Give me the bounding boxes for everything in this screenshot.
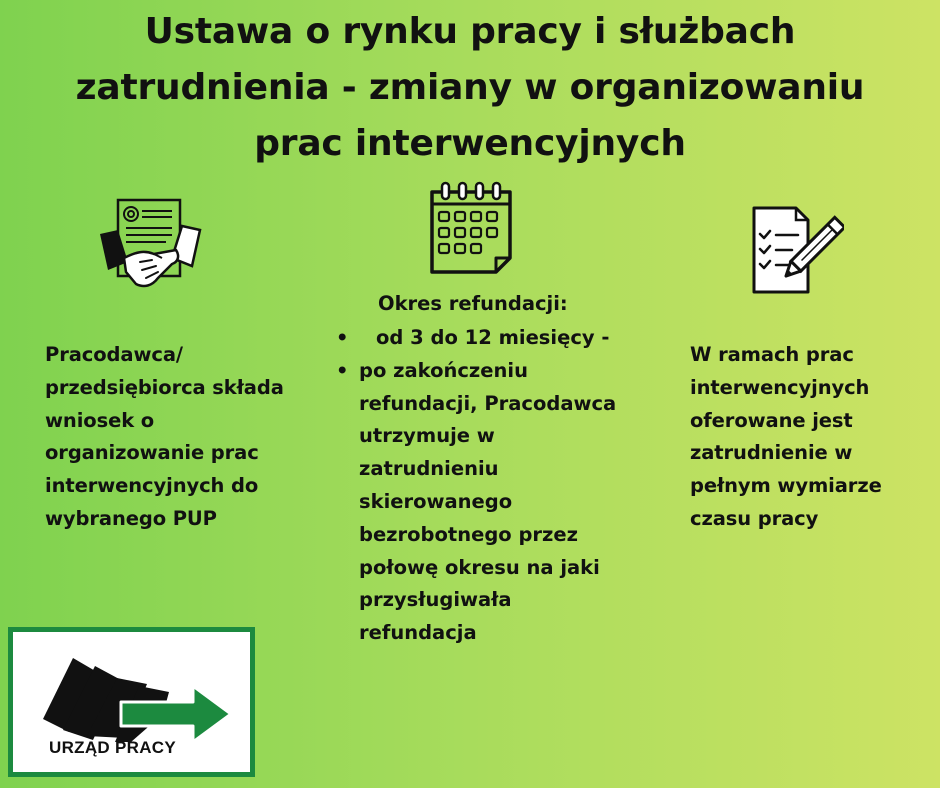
list-item-line: utrzymuje w bbox=[359, 424, 495, 448]
title-line-1: Ustawa o rynku pracy i służbach bbox=[144, 11, 796, 52]
logo-label: URZĄD PRACY bbox=[49, 738, 177, 757]
left-line-2: przedsiębiorca składa bbox=[45, 375, 284, 399]
list-item-line: zatrudnieniu bbox=[359, 457, 499, 481]
list-item-line: przysługiwała bbox=[359, 588, 512, 612]
list-item-line: połowę okresu na jaki bbox=[359, 555, 600, 579]
list-item bbox=[336, 322, 636, 355]
refund-period-list bbox=[336, 322, 636, 650]
right-line-6: czasu pracy bbox=[690, 506, 819, 530]
left-line-4: organizowanie prac bbox=[45, 441, 259, 465]
list-item bbox=[336, 355, 636, 650]
left-line-3: wniosek o bbox=[45, 408, 155, 432]
left-line-5: interwencyjnych do bbox=[45, 474, 259, 498]
right-line-4: zatrudnienie w bbox=[690, 441, 853, 465]
right-line-5: pełnym wymiarze bbox=[690, 474, 882, 498]
left-column-text bbox=[45, 339, 310, 536]
list-item-line: refundacja bbox=[359, 621, 477, 645]
page-title bbox=[20, 4, 920, 172]
bullet-icon: • bbox=[336, 358, 349, 382]
bullet-icon: • bbox=[336, 326, 349, 349]
list-item-line: bezrobotnego przez bbox=[359, 522, 578, 546]
left-line-1: Pracodawca/ bbox=[45, 343, 183, 366]
list-item-text: od 3 do 12 miesięcy - bbox=[376, 326, 610, 349]
list-item-line: po zakończeniu bbox=[359, 358, 528, 382]
list-item-line: skierowanego bbox=[359, 489, 513, 513]
left-line-6: wybranego PUP bbox=[45, 506, 217, 530]
checklist-pen-icon bbox=[748, 204, 844, 300]
urzad-pracy-logo bbox=[8, 627, 255, 777]
calendar-icon bbox=[426, 180, 516, 276]
refund-period-heading: Okres refundacji: bbox=[378, 292, 568, 315]
list-item-line: refundacji, Pracodawca bbox=[359, 391, 617, 415]
title-line-3: prac interwencyjnych bbox=[254, 123, 686, 164]
right-line-3: oferowane jest bbox=[690, 408, 853, 432]
right-line-1: W ramach prac bbox=[690, 343, 854, 366]
right-column-text bbox=[690, 339, 930, 536]
title-line-2: zatrudnienia - zmiany w organizowaniu bbox=[75, 67, 865, 108]
right-line-2: interwencyjnych bbox=[690, 375, 870, 399]
handshake-contract-icon bbox=[96, 196, 204, 304]
